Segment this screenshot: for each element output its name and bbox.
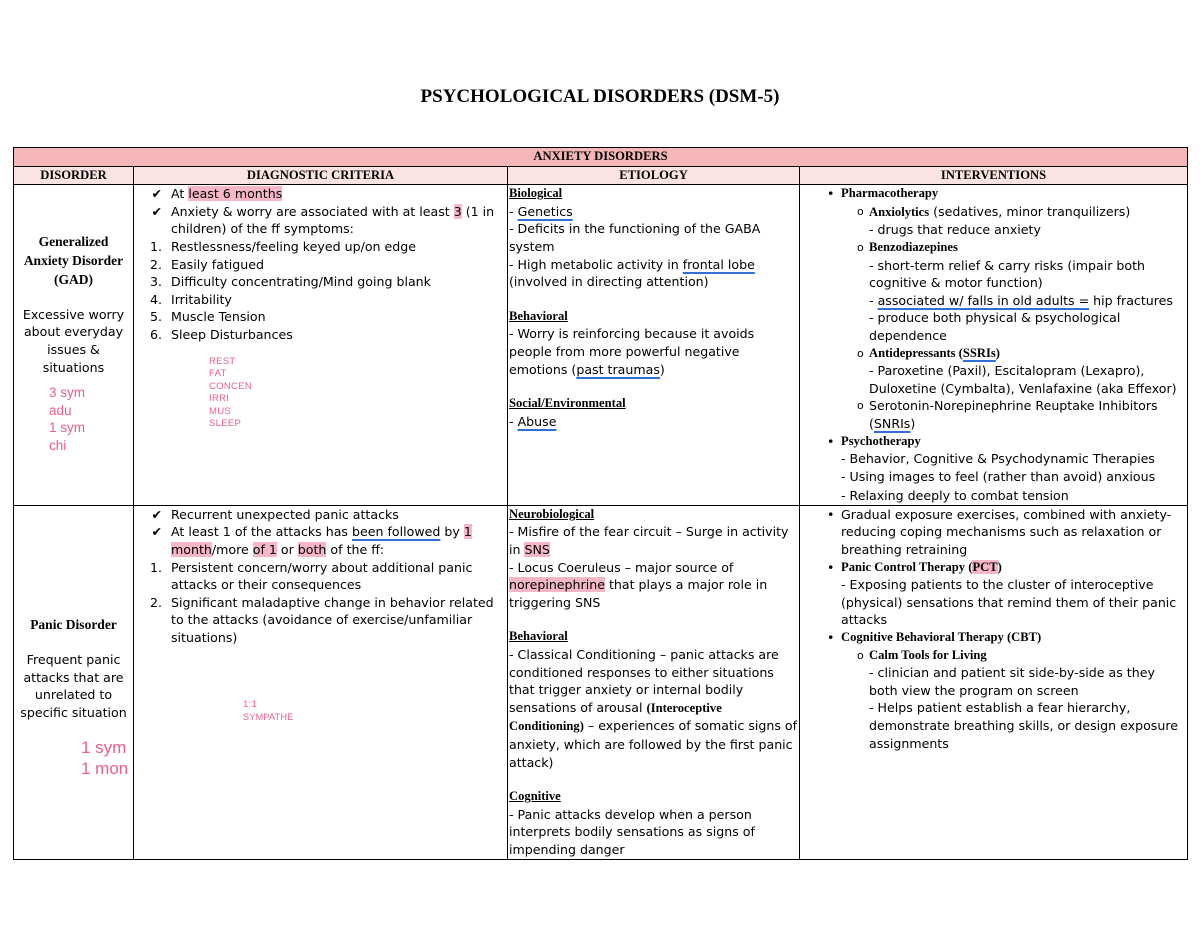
section-row	[14, 148, 1188, 167]
gad-symptom-note: FAT	[209, 368, 227, 380]
gad-anti-1: - Paroxetine (Paxil), Escitalopram (Lexapro), Duloxetine (Cymbalta), Venlafaxine (aka Effexor)	[869, 363, 1177, 396]
gad-interventions-cell	[800, 185, 1188, 506]
gad-symptom: 3. Difficulty concentrating/Mind going blank	[149, 274, 431, 290]
panic-criteria-note: 1:1	[243, 698, 258, 710]
gad-disorder-cell	[14, 185, 134, 506]
circle-bullet-icon: o	[857, 240, 864, 254]
panic-note-1: 1 sym	[81, 738, 127, 758]
highlight: 3	[453, 203, 462, 219]
gad-symptom-note: IRRI	[209, 393, 230, 405]
bullet-icon: •	[827, 630, 835, 646]
check-icon: ✔	[151, 524, 162, 540]
gad-note-4: chi	[49, 437, 67, 453]
gad-psychotherapy: • Psychotherapy	[801, 433, 1186, 451]
check-icon: ✔	[151, 186, 162, 202]
panic-beh-heading: Behavioral	[509, 629, 568, 644]
circle-bullet-icon: o	[857, 204, 864, 218]
gad-symptom-note: MUS	[209, 405, 232, 417]
panic-item: 2. Significant maladaptive change in behavior related to the attacks (avoidance of exercise/unfamiliar situations)	[149, 594, 494, 646]
gad-criterion-1: ✔ At least 6 months	[135, 185, 506, 203]
gad-pharma: • Pharmacotherapy	[801, 185, 1186, 203]
gad-psy-2: - Using images to feel (rather than avoid) anxious	[841, 468, 1156, 484]
highlight: least 6 months	[188, 186, 283, 202]
panic-criteria-cell	[134, 505, 508, 859]
panic-disorder-cell	[14, 505, 134, 859]
gad-anx-1: - drugs that reduce anxiety	[869, 222, 1041, 238]
gad-psy-3: - Relaxing deeply to combat tension	[841, 488, 1069, 504]
gad-criterion-2: ✔ Anxiety & worry are associated with at least 3 (1 in children) of the ff symptoms:	[135, 203, 506, 238]
panic-row	[14, 505, 1188, 859]
gad-soc-heading: Social/Environmental	[509, 396, 626, 411]
panic-neuro-1: - Misfire of the fear circuit – Surge in activity in SNS	[509, 524, 789, 558]
gad-symptom-note: SLEEP	[209, 418, 242, 430]
check-icon: ✔	[151, 506, 162, 522]
gad-beh-1: - Worry is reinforcing because it avoids people from more powerful negative emotions (past traumas)	[509, 326, 755, 377]
bullet-icon: •	[827, 433, 835, 449]
gad-benzo-1: - short-term relief & carry risks (impair both cognitive & motor function)	[869, 257, 1146, 291]
panic-beh-1: - Classical Conditioning – panic attacks are conditioned responses to either situations that trigger anxiety or internal bodily sensations of arousal (Interoceptive Conditioning) – experiences of somatic signs of anxiety, which are followed by the first panic attack)	[509, 647, 798, 770]
gad-symptom: 6. Sleep Disturbances	[149, 326, 293, 342]
gad-snri: o Serotonin-Norepinephrine Reuptake Inhibitors (SNRIs)	[801, 397, 1186, 432]
panic-neuro-2: - Locus Coeruleus – major source of norepinephrine that plays a major role in triggering SNS	[509, 559, 768, 610]
gad-symptom: 4. Irritability	[149, 291, 232, 307]
panic-item: 1. Persistent concern/worry about additional panic attacks or their consequences	[149, 559, 473, 593]
header-interventions: INTERVENTIONS	[800, 166, 1188, 185]
bullet-icon: •	[827, 186, 835, 202]
panic-criterion-2: ✔ At least 1 of the attacks has been followed by 1 month/more of 1 or both of the ff:	[135, 523, 506, 558]
panic-etiology-cell	[508, 505, 800, 859]
panic-criteria-note: SYMPATHE	[243, 712, 294, 723]
gad-benzo: o Benzodiazepines	[801, 239, 1186, 257]
gad-symptom-note: CONCEN	[209, 380, 252, 392]
panic-calm-2: - Helps patient establish a fear hierarchy, demonstrate breathing skills, or design exposure assignments	[869, 700, 1178, 751]
gad-symptom: 1. Restlessness/feeling keyed up/on edge	[149, 238, 416, 254]
panic-pct-1: - Exposing patients to the cluster of interoceptive (physical) sensations that remind them of their panic attacks	[841, 577, 1177, 628]
circle-bullet-icon: o	[857, 399, 864, 413]
bullet-icon: •	[827, 506, 835, 522]
panic-name: Panic Disorder	[30, 617, 117, 633]
panic-note-2: 1 mon	[81, 759, 129, 779]
gad-bio-2: - Deficits in the functioning of the GABA system	[509, 221, 761, 254]
panic-criterion-1: ✔ Recurrent unexpected panic attacks	[135, 506, 506, 524]
panic-calm-1: - clinician and patient sit side-by-side as they both view the program on screen	[869, 665, 1155, 698]
panic-pct: • Panic Control Therapy (PCT)	[801, 559, 1186, 577]
panic-neuro-heading: Neurobiological	[509, 506, 595, 521]
bullet-icon: •	[827, 559, 835, 575]
panic-exposure: • Gradual exposure exercises, combined with anxiety-reducing coping mechanisms such as relaxation or breathing retraining	[801, 506, 1186, 559]
gad-bio-3: - High metabolic activity in frontal lobe (involved in directing attention)	[509, 256, 755, 290]
header-etiology: ETIOLOGY	[508, 166, 800, 185]
header-row	[14, 166, 1188, 185]
circle-bullet-icon: o	[857, 648, 864, 662]
gad-symptom: 2. Easily fatigued	[149, 256, 264, 272]
gad-bio-1: - Genetics	[509, 203, 573, 219]
gad-bio-heading: Biological	[509, 186, 563, 201]
gad-benzo-2: - associated w/ falls in old adults = hip fractures	[869, 292, 1173, 308]
gad-antidepressants: o Antidepressants (SSRIs)	[801, 345, 1186, 363]
gad-benzo-3: - produce both physical & psychological dependence	[869, 310, 1121, 343]
gad-symptom: 5. Muscle Tension	[149, 309, 266, 325]
disorders-table	[13, 147, 1188, 860]
header-disorder: DISORDER	[14, 166, 134, 185]
header-criteria: DIAGNOSTIC CRITERIA	[134, 166, 508, 185]
gad-beh-heading: Behavioral	[509, 308, 568, 323]
page-title: PSYCHOLOGICAL DISORDERS (DSM-5)	[420, 86, 780, 107]
gad-anxiolytics: o Anxiolytics (sedatives, minor tranquilizers)	[801, 203, 1186, 222]
gad-soc-1: - Abuse	[509, 413, 557, 429]
gad-psy-1: - Behavior, Cognitive & Psychodynamic Therapies	[841, 451, 1155, 467]
gad-description: Excessive worry about everyday issues & situations	[22, 306, 125, 375]
panic-cog-heading: Cognitive	[509, 789, 561, 804]
check-icon: ✔	[151, 203, 162, 219]
gad-note-2: adu	[49, 402, 72, 418]
gad-symptom-note: REST	[209, 355, 236, 367]
panic-interventions-cell	[800, 505, 1188, 859]
section-heading: ANXIETY DISORDERS	[14, 148, 1188, 167]
gad-note-1: 3 sym	[49, 385, 86, 401]
gad-row	[14, 185, 1188, 506]
gad-note-3: 1 sym	[49, 420, 86, 436]
panic-cog-1: - Panic attacks develop when a person interprets bodily sensations as signs of impending danger	[509, 806, 755, 857]
gad-etiology-cell	[508, 185, 800, 506]
panic-cbt: • Cognitive Behavioral Therapy (CBT)	[801, 629, 1186, 647]
panic-calm-tools: o Calm Tools for Living	[801, 647, 1186, 665]
panic-description: Frequent panic attacks that are unrelated to specific situation	[20, 652, 127, 720]
gad-criteria-cell	[134, 185, 508, 506]
gad-name: Generalized Anxiety Disorder (GAD)	[23, 233, 124, 287]
circle-bullet-icon: o	[857, 346, 864, 360]
